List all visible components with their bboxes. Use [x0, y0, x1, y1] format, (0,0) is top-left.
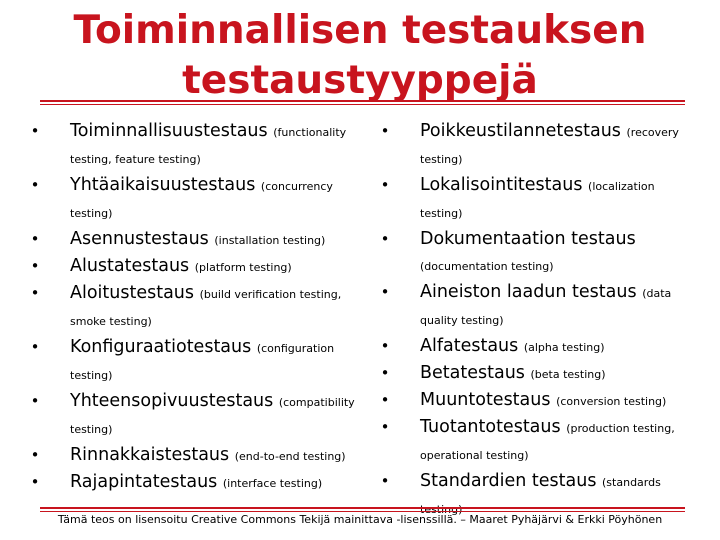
- item-label: Poikkeustilannetestaus: [420, 121, 621, 141]
- list-item: [378, 360, 698, 387]
- item-label: Konfiguraatiotestaus: [70, 337, 252, 357]
- list-item: [28, 442, 358, 469]
- list-item: [378, 414, 698, 468]
- bullet-icon: •: [380, 418, 390, 436]
- bullet-icon: •: [30, 230, 40, 248]
- list-item: [28, 118, 358, 172]
- item-label: Toiminnallisuustestaus: [70, 121, 268, 141]
- list-item: [28, 226, 358, 253]
- bullet-icon: •: [380, 230, 390, 248]
- item-label: Betatestaus: [420, 363, 525, 383]
- bullet-icon: •: [380, 283, 390, 301]
- item-detail: (alpha testing): [523, 341, 605, 354]
- item-detail: (data quality testing): [420, 287, 672, 327]
- item-detail: (production testing, operational testing): [420, 422, 675, 462]
- list-item: [28, 253, 358, 280]
- item-detail: (compatibility testing): [70, 396, 355, 436]
- bullet-icon: •: [380, 472, 390, 490]
- item-detail: (recovery testing): [420, 126, 679, 166]
- title-divider-thick: [40, 100, 685, 102]
- footer-divider-thin: [40, 511, 685, 512]
- item-label: Tuotantotestaus: [420, 417, 561, 437]
- bullet-icon: •: [30, 284, 40, 302]
- list-item: [28, 172, 358, 226]
- item-detail: (platform testing): [194, 261, 292, 274]
- bullet-icon: •: [30, 122, 40, 140]
- item-detail: (concurrency testing): [70, 180, 333, 220]
- bullet-icon: •: [380, 122, 390, 140]
- bullet-icon: •: [30, 176, 40, 194]
- item-detail: (localization testing): [420, 180, 655, 220]
- item-label: Yhtäaikaisuustestaus: [70, 175, 256, 195]
- item-detail: (beta testing): [530, 368, 606, 381]
- item-label: Rajapintatestaus: [70, 472, 218, 492]
- item-detail: (installation testing): [214, 234, 326, 247]
- list-item: [378, 279, 698, 333]
- list-item: [378, 172, 698, 226]
- footer-divider-thick: [40, 507, 685, 509]
- item-detail: (standards testing): [420, 476, 661, 516]
- list-item: [378, 387, 698, 414]
- item-label: Aineiston laadun testaus: [420, 282, 637, 302]
- list-item: [28, 280, 358, 334]
- title-divider-thin: [40, 104, 685, 105]
- item-detail: (functionality testing, feature testing): [70, 126, 347, 166]
- left-bullet-list: [28, 118, 358, 496]
- item-detail: (interface testing): [222, 477, 323, 490]
- item-label: Aloitustestaus: [70, 283, 195, 303]
- item-detail: (documentation testing): [420, 260, 554, 273]
- bullet-icon: •: [380, 176, 390, 194]
- item-label: Rinnakkaistestaus: [70, 445, 230, 465]
- bullet-icon: •: [380, 337, 390, 355]
- list-item: [28, 334, 358, 388]
- list-item: [28, 388, 358, 442]
- item-detail: (end-to-end testing): [234, 450, 346, 463]
- bullet-icon: •: [380, 364, 390, 382]
- item-label: Yhteensopivuustestaus: [70, 391, 274, 411]
- bullet-icon: •: [30, 338, 40, 356]
- title-line-1: Toiminnallisen testauksen: [73, 8, 647, 53]
- item-label: Asennustestaus: [70, 229, 209, 249]
- bullet-icon: •: [30, 446, 40, 464]
- license-footer: Tämä teos on lisensoitu Creative Commons Tekijä mainittava -lisenssillä. – Maaret Pyhäjärvi & Erkki Pöyhönen: [57, 513, 663, 526]
- slide-title: [0, 6, 720, 106]
- item-label: Dokumentaation testaus: [420, 229, 636, 249]
- item-label: Lokalisointitestaus: [420, 175, 583, 195]
- bullet-icon: •: [30, 392, 40, 410]
- item-detail: (configuration testing): [70, 342, 335, 382]
- list-item: [378, 333, 698, 360]
- list-item: [378, 226, 698, 279]
- item-label: Alustatestaus: [70, 256, 190, 276]
- bullet-icon: •: [380, 391, 390, 409]
- item-detail: (build verification testing, smoke testing): [70, 288, 342, 328]
- bullet-icon: •: [30, 257, 40, 275]
- right-bullet-list: [378, 118, 698, 522]
- title-line-2: testaustyyppejä: [182, 58, 538, 103]
- item-label: Standardien testaus: [420, 471, 597, 491]
- bullet-icon: •: [30, 473, 40, 491]
- item-label: Alfatestaus: [420, 336, 519, 356]
- list-item: [378, 118, 698, 172]
- list-item: [28, 469, 358, 496]
- item-detail: (conversion testing): [556, 395, 667, 408]
- item-label: Muuntotestaus: [420, 390, 551, 410]
